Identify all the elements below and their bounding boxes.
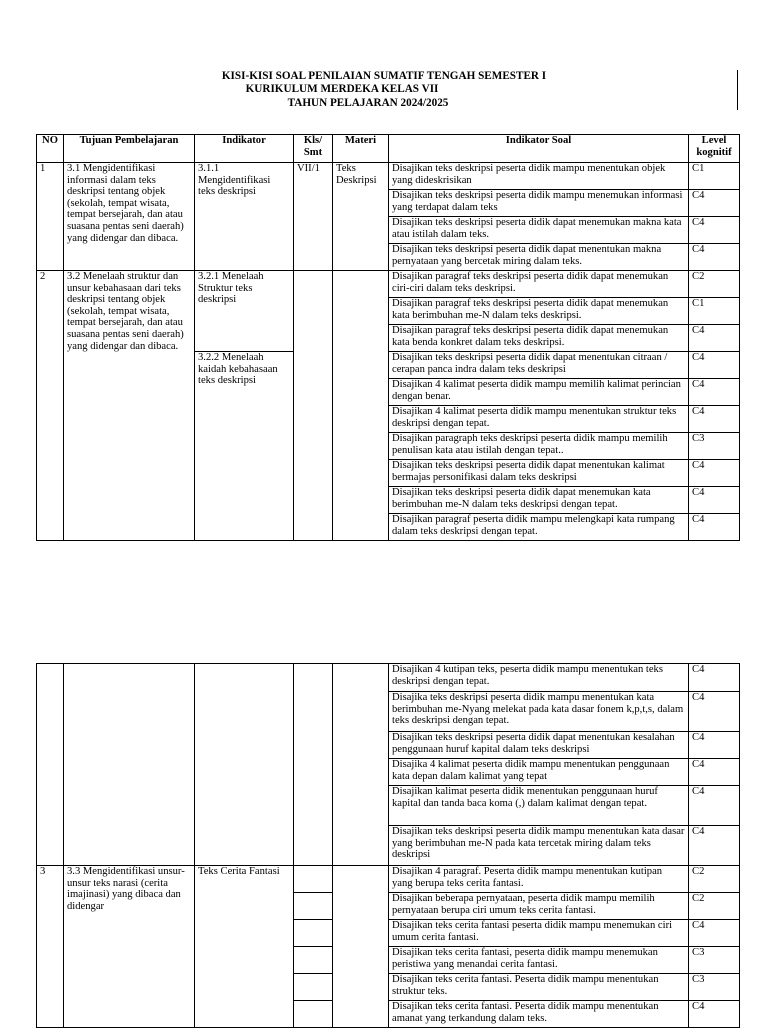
- col-header-materi: Materi: [333, 135, 389, 163]
- row-indikator: 3.1.1 Mengidentifikasi teks deskripsi: [195, 163, 294, 271]
- soal-level: C4: [689, 190, 740, 217]
- soal-level: C4: [689, 1001, 740, 1028]
- col-header-no: NO: [37, 135, 64, 163]
- table-row: [37, 866, 740, 893]
- table-row: [37, 664, 740, 692]
- soal-level: C4: [689, 487, 740, 514]
- row-kls: [294, 920, 333, 947]
- row-indikator: [195, 664, 294, 866]
- soal-text: Disajikan teks cerita fantasi peserta didik mampu menemukan ciri umum cerita fantasi.: [389, 920, 689, 947]
- soal-level: C4: [689, 352, 740, 379]
- row-materi: [333, 866, 389, 1028]
- soal-text: Disajikan teks deskripsi peserta didik dapat menentukan citraan / cerapan panca indra dalam teks deskripsi: [389, 352, 689, 379]
- soal-level: C4: [689, 732, 740, 759]
- row-no: 2: [37, 271, 64, 541]
- soal-level: C4: [689, 244, 740, 271]
- row-no: 1: [37, 163, 64, 271]
- row-tujuan: 3.2 Menelaah struktur dan unsur kebahasaan dari teks deskripsi tentang objek (sekolah, tempat wisata, tempat bersejarah, dan atau suasana pentas seni daerah) yang didengar dan dibaca.: [64, 271, 195, 541]
- row-kls: [294, 664, 333, 866]
- soal-text: Disajika teks deskripsi peserta didik mampu menentukan kata berimbuhan me-Nyang melekat pada kata dasar fonem k,p,t,s, dalam teks deskripsi dengan tepat.: [389, 692, 689, 732]
- kisi-kisi-table-2: [36, 663, 740, 1028]
- soal-text: Disajikan teks deskripsi peserta didik dapat menemukan makna kata atau istilah dalam teks.: [389, 217, 689, 244]
- soal-text: Disajikan 4 kalimat peserta didik mampu memilih kalimat perincian dengan benar.: [389, 379, 689, 406]
- soal-level: C4: [689, 826, 740, 866]
- soal-level: C4: [689, 920, 740, 947]
- soal-text: Disajikan 4 kutipan teks, peserta didik mampu menentukan teks deskripsi dengan tepat.: [389, 664, 689, 692]
- doc-title-line1: KISI-KISI SOAL PENILAIAN SUMATIF TENGAH SEMESTER I: [221, 70, 547, 82]
- soal-text: Disajikan beberapa pernyataan, peserta didik mampu memilih pernyataan berupa ciri umum teks cerita fantasi.: [389, 893, 689, 920]
- row-indikator: Teks Cerita Fantasi: [195, 866, 294, 1028]
- soal-text: Disajikan paragraph teks deskripsi peserta didik mampu memilih penulisan kata atau istilah dengan tepat..: [389, 433, 689, 460]
- margin-line: [737, 70, 738, 110]
- row-kls: [294, 893, 333, 920]
- soal-text: Disajikan paragraf teks deskripsi peserta didik dapat menemukan kata berimbuhan me-N dalam teks deskripsi.: [389, 298, 689, 325]
- soal-level: C4: [689, 786, 740, 826]
- soal-level: C1: [689, 298, 740, 325]
- soal-level: C3: [689, 947, 740, 974]
- row-indikator: 3.2.1 Menelaah Struktur teks deskripsi: [195, 271, 294, 352]
- soal-level: C3: [689, 433, 740, 460]
- table-row: [37, 271, 740, 298]
- row-no: [37, 664, 64, 866]
- row-materi: [333, 271, 389, 541]
- soal-text: Disajikan teks deskripsi peserta didik dapat menemukan kata berimbuhan me-N dalam teks deskripsi dengan tepat.: [389, 487, 689, 514]
- soal-text: Disajika 4 kalimat peserta didik mampu menentukan penggunaan kata depan dalam kalimat yang tepat: [389, 759, 689, 786]
- col-header-tujuan: Tujuan Pembelajaran: [64, 135, 195, 163]
- soal-level: C2: [689, 866, 740, 893]
- soal-level: C4: [689, 379, 740, 406]
- row-materi: [333, 664, 389, 866]
- soal-level: C4: [689, 692, 740, 732]
- soal-text: Disajikan 4 kalimat peserta didik mampu menentukan struktur teks deskripsi dengan tepat.: [389, 406, 689, 433]
- row-kls: [294, 1001, 333, 1028]
- soal-level: C2: [689, 271, 740, 298]
- soal-level: C1: [689, 163, 740, 190]
- soal-level: C3: [689, 974, 740, 1001]
- row-kls: VII/1: [294, 163, 333, 271]
- soal-level: C4: [689, 406, 740, 433]
- soal-text: Disajikan teks cerita fantasi. Peserta didik mampu menentukan struktur teks.: [389, 974, 689, 1001]
- col-header-kls: Kls/ Smt: [294, 135, 333, 163]
- soal-level: C4: [689, 514, 740, 541]
- row-tujuan: [64, 664, 195, 866]
- table-header-row: [37, 135, 740, 163]
- soal-level: C4: [689, 325, 740, 352]
- soal-text: Disajikan teks deskripsi peserta didik dapat menentukan kesalahan penggunaan huruf kapital dalam teks deskripsi: [389, 732, 689, 759]
- soal-level: C4: [689, 460, 740, 487]
- soal-text: Disajikan kalimat peserta didik menentukan penggunaan huruf kapital dan tanda baca koma (,) dalam kalimat dengan tepat.: [389, 786, 689, 826]
- row-no: 3: [37, 866, 64, 1028]
- row-kls: [294, 866, 333, 893]
- row-tujuan: 3.1 Mengidentifikasi informasi dalam teks deskripsi tentang objek (sekolah, tempat wisata, tempat bersejarah, dan atau suasana pentas seni daerah) yang didengar dan dibaca.: [64, 163, 195, 271]
- row-tujuan: 3.3 Mengidentifikasi unsur-unsur teks narasi (cerita imajinasi) yang dibaca dan didengar: [64, 866, 195, 1028]
- soal-text: Disajikan teks deskripsi peserta didik mampu menentukan objek yang dideskrisikan: [389, 163, 689, 190]
- soal-text: Disajikan teks deskripsi peserta didik mampu menentukan kata dasar yang berimbuhan me-N pada kata tercetak miring dalam teks deskripsi: [389, 826, 689, 866]
- row-kls: [294, 271, 333, 541]
- soal-level: C2: [689, 893, 740, 920]
- soal-text: Disajikan paragraf teks deskripsi peserta didik dapat menemukan ciri-ciri dalam teks deskripsi.: [389, 271, 689, 298]
- soal-text: Disajikan paragraf peserta didik mampu melengkapi kata rumpang dalam teks deskripsi dengan tepat.: [389, 514, 689, 541]
- kisi-kisi-table-1: [36, 134, 740, 541]
- soal-text: Disajikan teks cerita fantasi. Peserta didik mampu menentukan amanat yang terkandung dalam teks.: [389, 1001, 689, 1028]
- table-row: [37, 163, 740, 190]
- row-indikator: 3.2.2 Menelaah kaidah kebahasaan teks deskripsi: [195, 352, 294, 541]
- soal-text: Disajikan teks deskripsi peserta didik dapat menentukan makna pernyataan yang bercetak miring dalam teks.: [389, 244, 689, 271]
- doc-title-line3: TAHUN PELAJARAN 2024/2025: [287, 97, 449, 109]
- row-kls: [294, 947, 333, 974]
- col-header-indikator-soal: Indikator Soal: [389, 135, 689, 163]
- soal-text: Disajikan paragraf teks deskripsi peserta didik dapat menemukan kata benda konkret dalam teks deskripsi.: [389, 325, 689, 352]
- row-materi: Teks Deskripsi: [333, 163, 389, 271]
- soal-level: C4: [689, 664, 740, 692]
- soal-level: C4: [689, 759, 740, 786]
- soal-text: Disajikan teks deskripsi peserta didik dapat menentukan kalimat bermajas personifikasi dalam teks deskripsi: [389, 460, 689, 487]
- doc-title-line2: KURIKULUM MERDEKA KELAS VII: [245, 83, 439, 95]
- row-kls: [294, 974, 333, 1001]
- soal-text: Disajikan teks cerita fantasi, peserta didik mampu menemukan peristiwa yang menandai cerita fantasi.: [389, 947, 689, 974]
- col-header-indikator: Indikator: [195, 135, 294, 163]
- soal-text: Disajikan teks deskripsi peserta didik mampu menemukan informasi yang terdapat dalam teks: [389, 190, 689, 217]
- soal-text: Disajikan 4 paragraf. Peserta didik mampu menentukan kutipan yang berupa teks cerita fantasi.: [389, 866, 689, 893]
- soal-level: C4: [689, 217, 740, 244]
- col-header-level: Level kognitif: [689, 135, 740, 163]
